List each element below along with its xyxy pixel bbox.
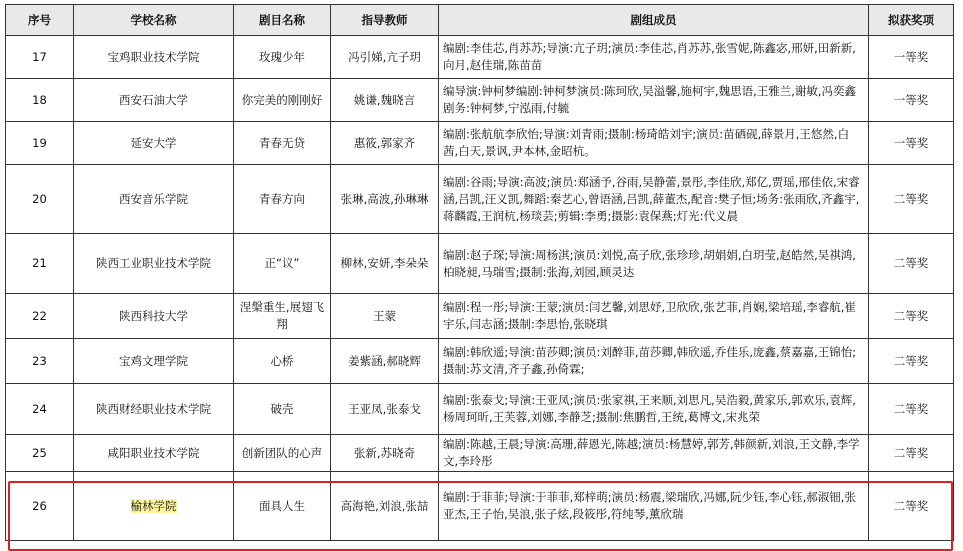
cell-teacher: 姜紫涵,郝晓辉 <box>331 339 439 384</box>
cell-teacher: 冯引娣,亢子玥 <box>331 36 439 79</box>
cell-members: 编剧:张泰戈;导演:王亚凤;演员:张家祺,王来顺,刘思凡,吴浩毅,黄家乐,郭欢乐,袁辉,杨周珂昕,王芙蓉,刘娜,李静芝;摄制:焦鹏哲,王统,葛博文,宋兆荣 <box>439 384 869 435</box>
cell-school: 陕西科技大学 <box>74 294 234 339</box>
cell-school: 西安石油大学 <box>74 79 234 122</box>
cell-award: 二等奖 <box>869 294 954 339</box>
cell-school: 咸阳职业技术学院 <box>74 435 234 472</box>
cell-no: 24 <box>6 384 74 435</box>
table-row <box>6 234 954 294</box>
cell-members: 编剧:赵子琛;导演:周杨淇;演员:刘悦,高子欣,张珍珍,胡娟娟,白玥莹,赵皓然,吴祺鸿,柏晓昶,马瑞雪;摄制:张海,刘园,顾灵达 <box>439 234 869 294</box>
cell-play: 正“议” <box>234 234 331 294</box>
cell-play: 面具人生 <box>234 472 331 541</box>
table-row <box>6 384 954 435</box>
cell-no: 19 <box>6 122 74 165</box>
cell-teacher: 王亚凤,张泰戈 <box>331 384 439 435</box>
cell-members: 编剧:韩欣遥;导演:苗莎卿;演员:刘醉菲,苗莎卿,韩欣遥,乔佳乐,庞鑫,蔡嘉嘉,王锦怡;摄制:苏文清,齐子鑫,孙倚霖; <box>439 339 869 384</box>
cell-no: 21 <box>6 234 74 294</box>
awards-table <box>5 4 954 541</box>
cell-teacher: 张新,苏晓奇 <box>331 435 439 472</box>
cell-play: 玫瑰少年 <box>234 36 331 79</box>
header-award: 拟获奖项 <box>869 5 954 36</box>
header-no: 序号 <box>6 5 74 36</box>
cell-members: 编剧:李佳芯,肖苏苏;导演:亢子玥;演员:李佳芯,肖苏苏,张雪妮,陈鑫宓,邢妍,田新新,向月,赵佳瑞,陈苗苗 <box>439 36 869 79</box>
table-row <box>6 79 954 122</box>
cell-play: 涅槃重生,展翅飞翔 <box>234 294 331 339</box>
cell-no: 25 <box>6 435 74 472</box>
cell-award: 二等奖 <box>869 234 954 294</box>
cell-teacher: 王蒙 <box>331 294 439 339</box>
cell-award: 二等奖 <box>869 339 954 384</box>
highlighted-school-name: 榆林学院 <box>130 498 177 513</box>
cell-members: 编剧:于菲菲;导演:于菲菲,郑梓萌;演员:杨震,梁瑞欣,冯娜,阮少钰,李心钰,郝淑钿,张亚杰,王子怡,吴浪,张子炫,段筱彤,符纯琴,薰欣瑞 <box>439 472 869 541</box>
header-school: 学校名称 <box>74 5 234 36</box>
cell-award: 二等奖 <box>869 384 954 435</box>
cell-play: 创新团队的心声 <box>234 435 331 472</box>
header-members: 剧组成员 <box>439 5 869 36</box>
cell-no: 18 <box>6 79 74 122</box>
cell-school: 宝鸡职业技术学院 <box>74 36 234 79</box>
cell-school <box>74 472 234 541</box>
table-row <box>6 122 954 165</box>
header-play: 剧目名称 <box>234 5 331 36</box>
cell-school: 延安大学 <box>74 122 234 165</box>
cell-no: 17 <box>6 36 74 79</box>
cell-play: 心桥 <box>234 339 331 384</box>
cell-members: 编剧:陈越,王晨;导演:高珊,薛恩光,陈越;演员:杨慧婷,郭芳,韩颜新,刘浪,王文静,李学文,李玲彤 <box>439 435 869 472</box>
cell-award: 一等奖 <box>869 79 954 122</box>
cell-members: 编剧:谷雨;导演:高波;演员:郑涵予,谷雨,吴静蕾,景彤,李佳欣,郑亿,贾瑶,邢佳依,宋睿涵,吕凯,汪义凯,舞蹈:秦艺心,曾语涵,吕凯,薛董杰,配音:樊子恒;场务:张雨欣,齐鑫宇,蒋麟霞,王润杭,杨琰芸;剪辑:李勇;摄影:袁保燕;灯光:代义晨 <box>439 165 869 234</box>
cell-award: 一等奖 <box>869 36 954 79</box>
cell-members: 编导演:钟柯梦编剧:钟柯梦演员:陈珂欣,吴溢馨,施柯宇,魏思语,王雅兰,谢敏,冯奕鑫剧务:钟柯梦,宁泓雨,付毓 <box>439 79 869 122</box>
cell-teacher: 张琳,高波,孙琳琳 <box>331 165 439 234</box>
cell-no: 26 <box>6 472 74 541</box>
cell-play: 青春方向 <box>234 165 331 234</box>
cell-award: 二等奖 <box>869 472 954 541</box>
cell-members: 编剧:张航航李欣怡;导演:刘青雨;摄制:杨琦皓刘宇;演员:苗硒砚,薛景月,王悠然,白茜,白天,景讽,尹本林,金昭杭。 <box>439 122 869 165</box>
cell-teacher: 高海艳,刘浪,张喆 <box>331 472 439 541</box>
cell-no: 22 <box>6 294 74 339</box>
cell-no: 23 <box>6 339 74 384</box>
awards-table-container <box>5 4 953 541</box>
cell-play: 破壳 <box>234 384 331 435</box>
table-row <box>6 435 954 472</box>
cell-award: 二等奖 <box>869 165 954 234</box>
cell-school: 西安音乐学院 <box>74 165 234 234</box>
cell-teacher: 姚谦,魏晓言 <box>331 79 439 122</box>
header-row <box>6 5 954 36</box>
cell-teacher: 惠筱,郭家齐 <box>331 122 439 165</box>
cell-members: 编剧:程一彤;导演:王蒙;演员:闫艺馨,刘思妤,卫欣欣,张艺菲,肖娴,梁培瑶,李睿航,崔宇乐,闫志涵;摄制:李思怡,张晓琪 <box>439 294 869 339</box>
cell-school: 陕西工业职业技术学院 <box>74 234 234 294</box>
cell-play: 你完美的刚刚好 <box>234 79 331 122</box>
table-row <box>6 36 954 79</box>
table-row <box>6 165 954 234</box>
cell-school: 陕西财经职业技术学院 <box>74 384 234 435</box>
table-row-selected <box>6 472 954 541</box>
cell-award: 二等奖 <box>869 435 954 472</box>
table-row <box>6 339 954 384</box>
cell-no: 20 <box>6 165 74 234</box>
table-row <box>6 294 954 339</box>
cell-award: 一等奖 <box>869 122 954 165</box>
header-teacher: 指导教师 <box>331 5 439 36</box>
cell-teacher: 柳林,安妍,李朵朵 <box>331 234 439 294</box>
cell-school: 宝鸡文理学院 <box>74 339 234 384</box>
cell-play: 青春无贷 <box>234 122 331 165</box>
